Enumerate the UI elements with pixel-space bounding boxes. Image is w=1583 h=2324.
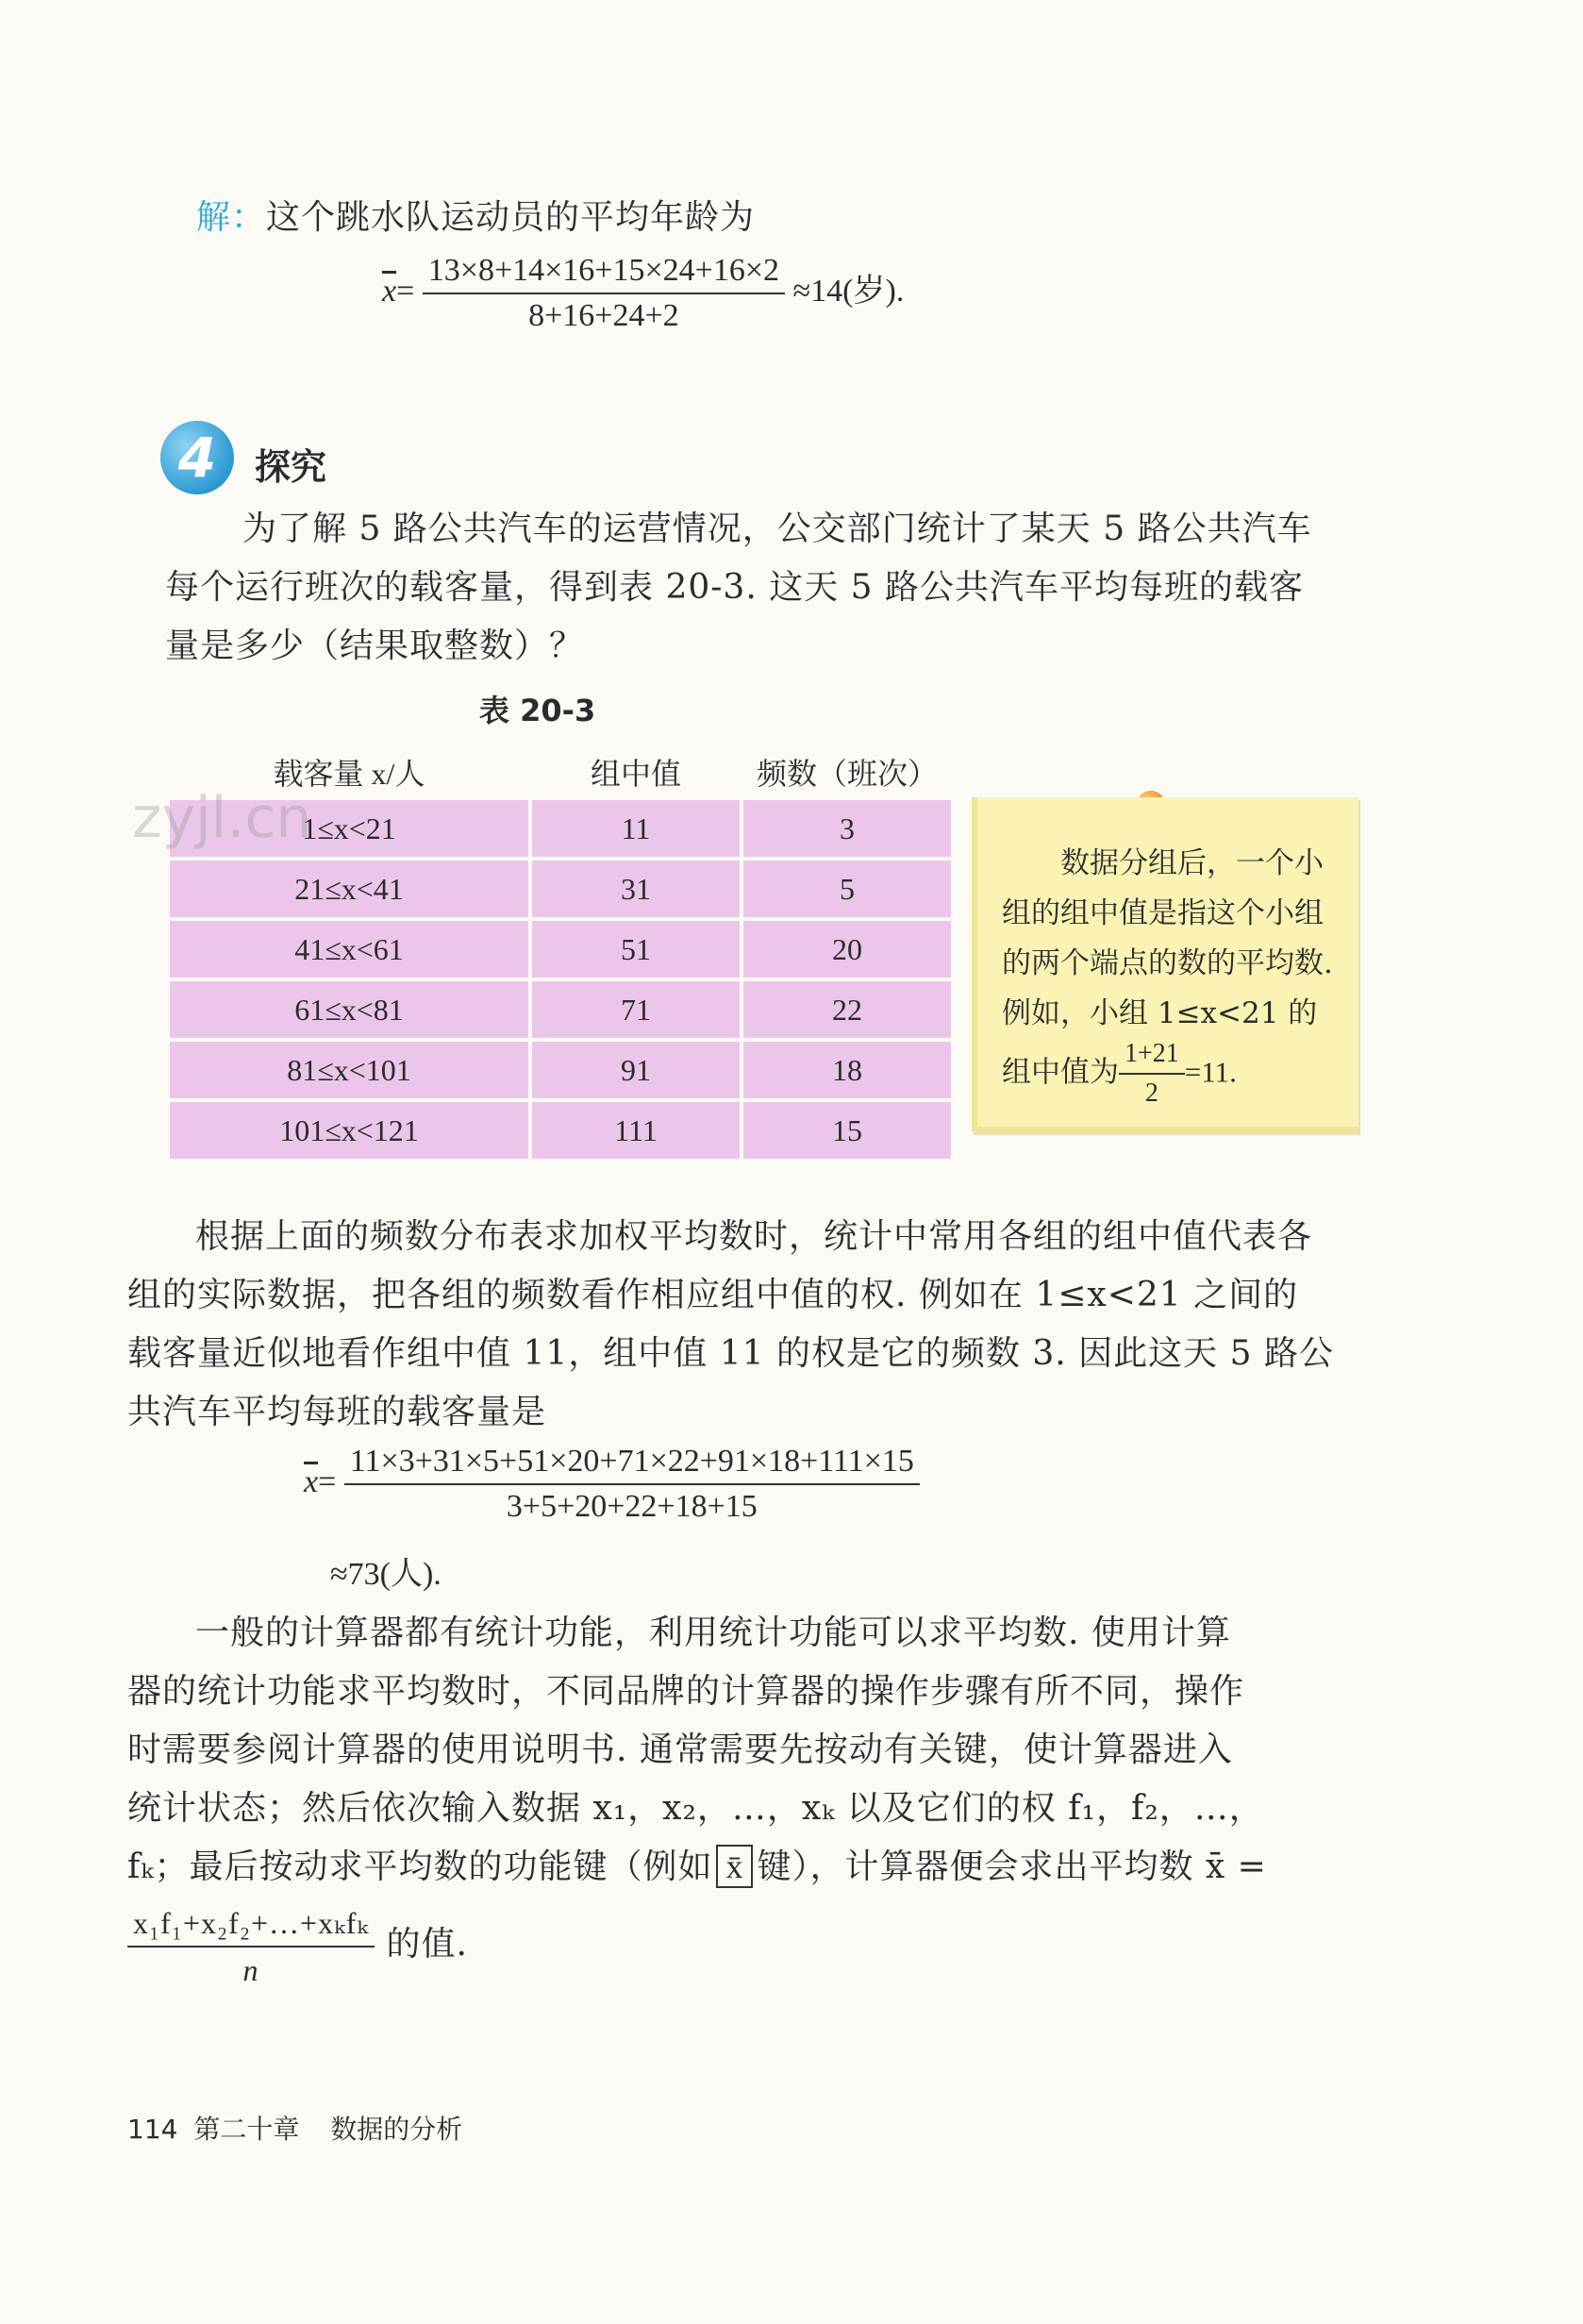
table-cell: 81≤x<101 xyxy=(170,1042,528,1098)
explore-paragraph xyxy=(165,500,1401,676)
final-suffix: 的值. xyxy=(386,1925,468,1964)
paragraph-1 xyxy=(127,1208,1401,1442)
formula-1-numerator: 13×8+14×16+15×24+16×2 xyxy=(423,253,785,294)
formula-1 xyxy=(382,253,904,334)
paragraph-line: 一般的计算器都有统计功能，利用统计功能可以求平均数. 使用计算 xyxy=(195,1613,1231,1652)
table-cell: 15 xyxy=(743,1102,951,1159)
table-cell: 51 xyxy=(532,921,740,978)
table-header: 载客量 x/人 xyxy=(273,757,425,791)
formula-2-result: ≈73(人). xyxy=(330,1557,442,1592)
paragraph-line: 载客量近似地看作组中值 11，组中值 11 的权是它的频数 3. 因此这天 5 路公 xyxy=(127,1334,1334,1373)
note-frac-den: 2 xyxy=(1144,1078,1158,1108)
section-name: 数据的分析 xyxy=(330,2114,463,2145)
footer xyxy=(127,2109,462,2147)
final-frac-den: n xyxy=(242,1953,259,1987)
formula-1-eq: = xyxy=(396,273,415,309)
table-cell: 20 xyxy=(743,921,951,978)
explore-line: 为了解 5 路公共汽车的运营情况，公交部门统计了某天 5 路公共汽车 xyxy=(242,510,1312,548)
formula-1-denominator: 8+16+24+2 xyxy=(528,298,679,333)
paragraph-line-final xyxy=(127,1904,1401,1989)
table-cell: 22 xyxy=(743,981,951,1038)
table-cell: 31 xyxy=(532,861,740,917)
paragraph-line: 统计状态；然后依次输入数据 x₁，x₂，…，xₖ 以及它们的权 f₁，f₂，…， xyxy=(127,1789,1264,1828)
table-caption: 表 20-3 xyxy=(479,693,596,728)
watermark: zyjl.cn xyxy=(132,785,312,851)
table-cell: 11 xyxy=(532,800,740,857)
table-cell: 5 xyxy=(743,861,951,917)
table-row xyxy=(170,921,951,978)
table-header: 频数（班次） xyxy=(756,757,938,791)
formula-1-mean: $\overline{x}$ xyxy=(382,273,397,309)
paragraph-line xyxy=(127,1838,1401,1897)
table-cell: 18 xyxy=(743,1042,951,1098)
note-line: 组的组中值是指这个小组 xyxy=(1002,896,1324,930)
solution-text: 这个跳水队运动员的平均年龄为 xyxy=(266,198,756,237)
mean-key-icon: x̄ xyxy=(716,1845,753,1888)
table-cell: 91 xyxy=(532,1042,740,1098)
solution-line xyxy=(196,189,755,247)
page-number: 114 xyxy=(127,2114,178,2145)
paragraph-line: 根据上面的频数分布表求加权平均数时，统计中常用各组的组中值代表各 xyxy=(195,1217,1313,1256)
explore-title: 探究 xyxy=(255,446,327,488)
note-prefix: 组中值为 xyxy=(1002,1055,1119,1090)
final-frac-num: x₁f₁+x₂f₂+…+xₖfₖ xyxy=(127,1904,375,1948)
table-cell: 41≤x<61 xyxy=(170,921,528,978)
formula-2-denominator: 3+5+20+22+18+15 xyxy=(506,1489,758,1524)
table-cell: 61≤x<81 xyxy=(170,981,528,1038)
solution-label: 解： xyxy=(196,198,267,237)
note-line: 数据分组后，一个小 xyxy=(1060,846,1324,880)
line5-prefix: fₖ；最后按动求平均数的功能键（例如 xyxy=(127,1847,713,1886)
formula-1-result: ≈14(岁). xyxy=(792,273,905,309)
table-cell: 21≤x<41 xyxy=(170,861,528,917)
paragraph-line: 器的统计功能求平均数时，不同品牌的计算器的操作步骤有所不同，操作 xyxy=(127,1672,1245,1711)
table-row xyxy=(170,861,951,917)
formula-2-mean: $\overline{x}$ xyxy=(304,1463,319,1499)
paragraph-line: 共汽车平均每班的载客量是 xyxy=(127,1393,547,1431)
note-line: 的两个端点的数的平均数. xyxy=(1002,946,1333,980)
table-row xyxy=(170,1042,951,1098)
note-frac-num: 1+21 xyxy=(1119,1039,1185,1075)
explore-line: 每个运行班次的载客量，得到表 20-3. 这天 5 路公共汽车平均每班的载客 xyxy=(165,568,1304,607)
note-box xyxy=(972,797,1358,1132)
note-suffix: =11. xyxy=(1184,1055,1237,1089)
paragraph-2 xyxy=(127,1604,1401,1989)
note-line: 例如，小组 1≤x<21 的 xyxy=(1002,996,1318,1030)
table-row xyxy=(170,1102,951,1159)
formula-2-eq: = xyxy=(318,1463,337,1499)
table-cell: 1≤x<21 xyxy=(170,800,528,857)
table-cell: 3 xyxy=(743,800,951,857)
table-cell: 71 xyxy=(532,981,740,1038)
paragraph-line: 时需要参阅计算器的使用说明书. 通常需要先按动有关键，使计算器进入 xyxy=(127,1730,1233,1769)
table-row xyxy=(170,981,951,1038)
chapter-name: 第二十章 xyxy=(193,2114,300,2145)
explore-line: 量是多少（结果取整数）？ xyxy=(165,627,585,665)
note-line-last xyxy=(1002,1039,1341,1109)
paragraph-line: 组的实际数据，把各组的频数看作相应组中值的权. 例如在 1≤x<21 之间的 xyxy=(127,1276,1299,1314)
line5-suffix: 键），计算器便会求出平均数 x̄ = xyxy=(757,1847,1267,1886)
table-header: 组中值 xyxy=(590,757,681,791)
table-cell: 111 xyxy=(532,1102,740,1159)
explore-icon: 4 xyxy=(160,421,234,494)
formula-2 xyxy=(304,1444,920,1525)
formula-2-numerator: 11×3+31×5+51×20+71×22+91×18+111×15 xyxy=(344,1444,920,1485)
table-cell: 101≤x<121 xyxy=(170,1102,528,1159)
